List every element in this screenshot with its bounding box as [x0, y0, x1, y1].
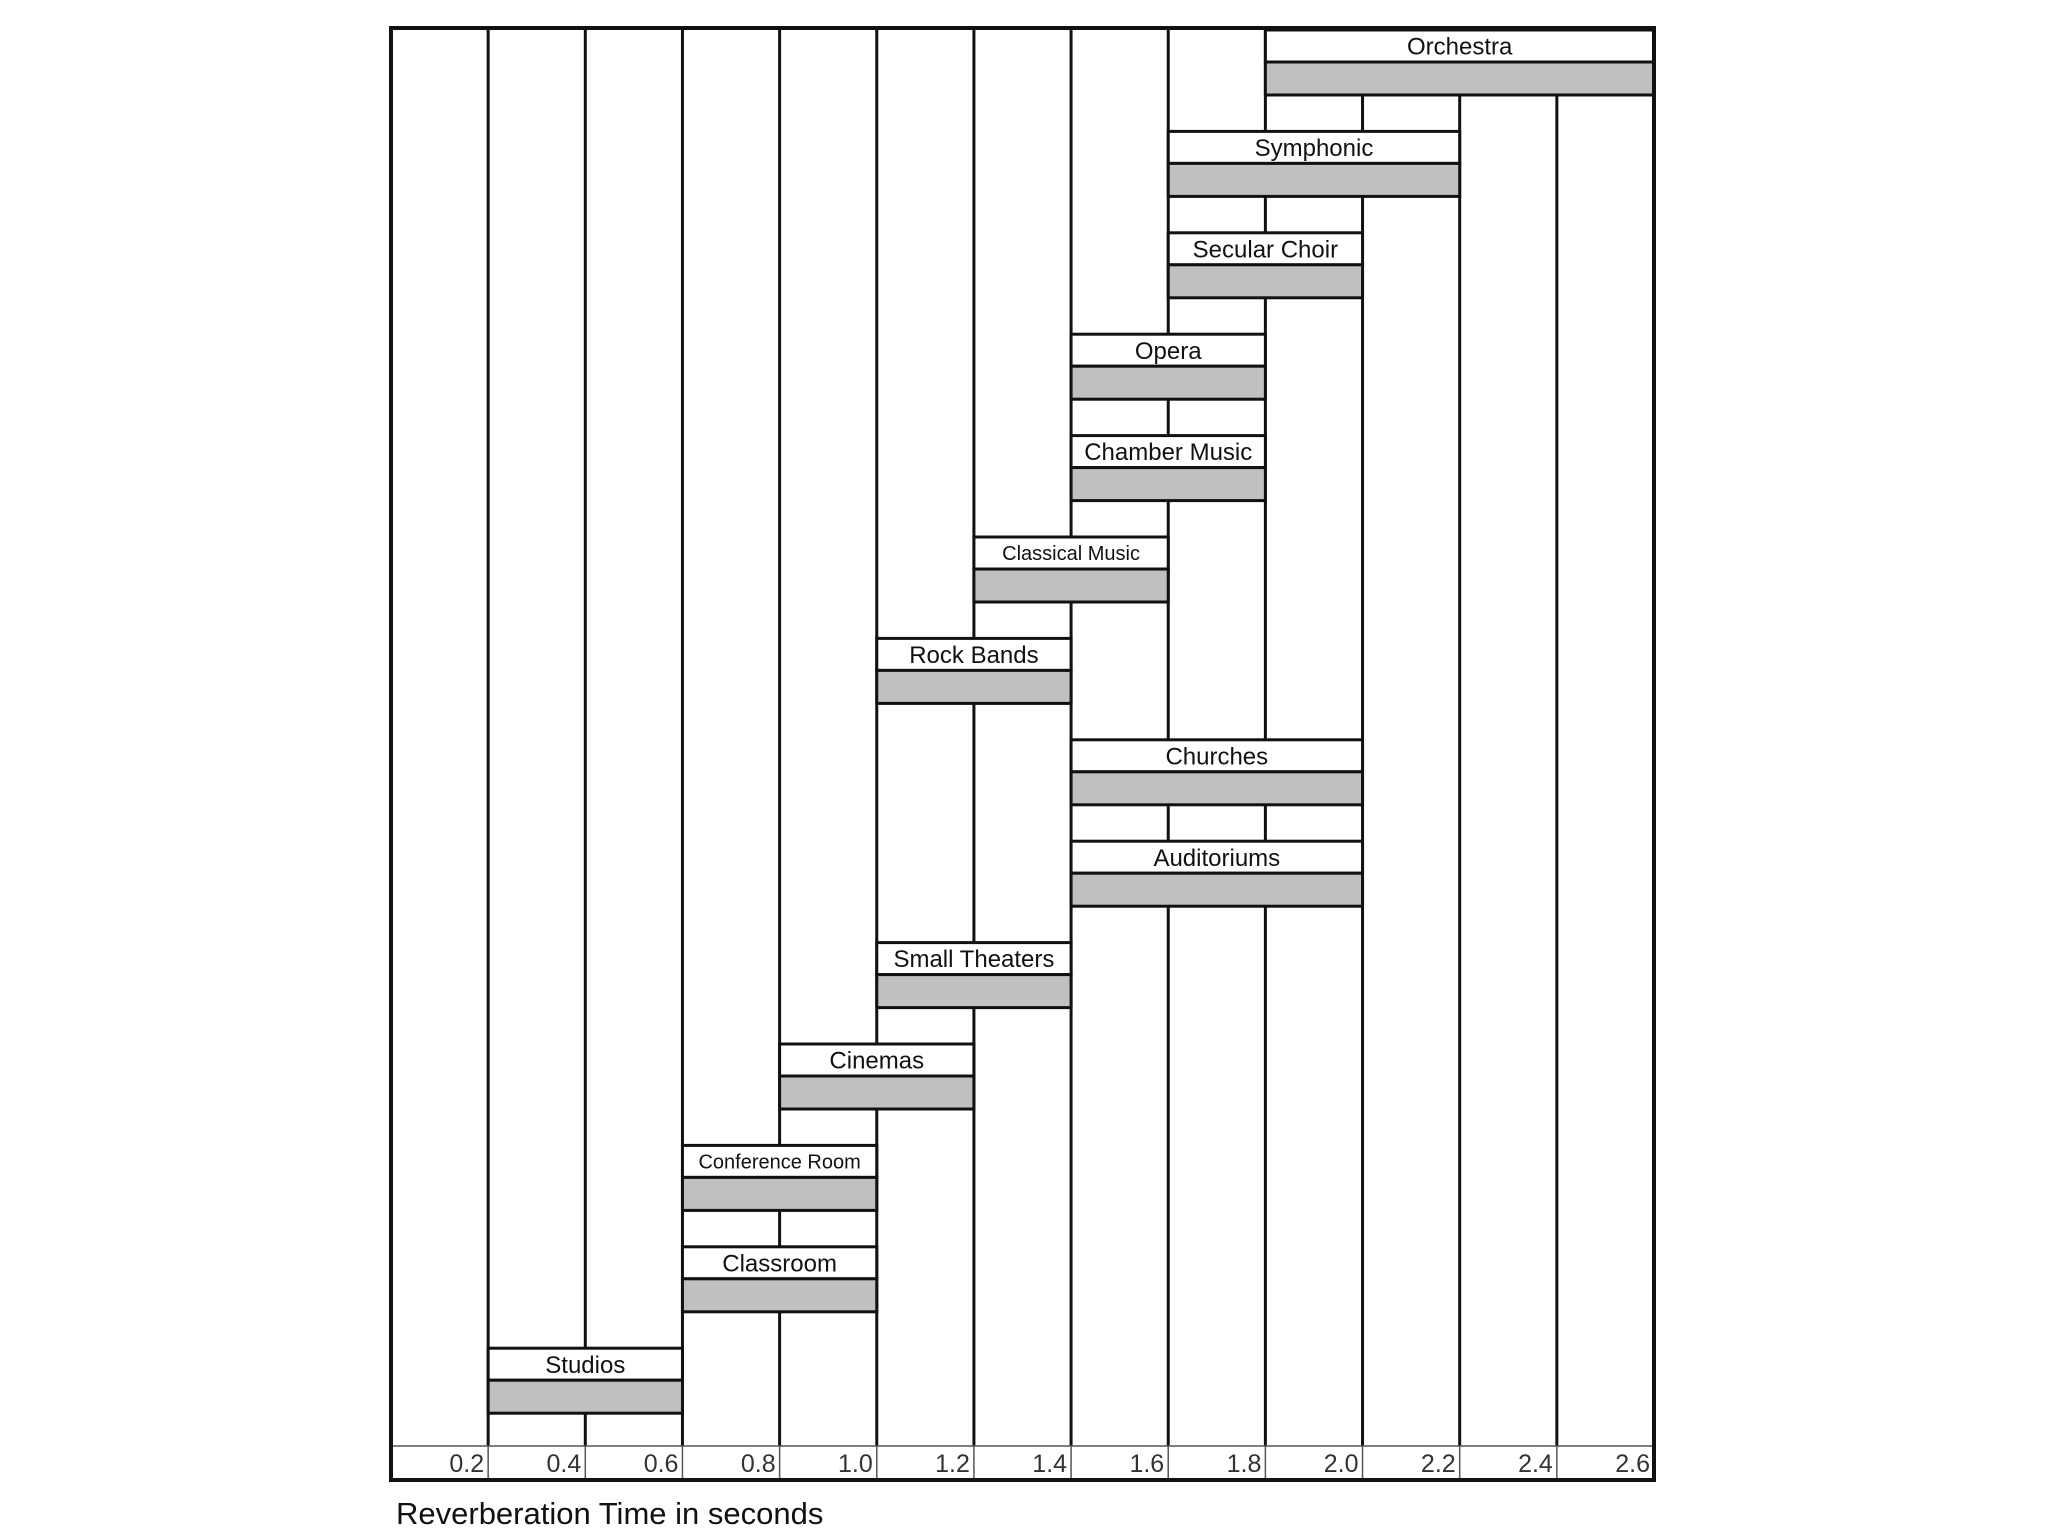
- bar-group: [1071, 436, 1265, 501]
- bar-label: Classroom: [722, 1250, 837, 1278]
- bar-label: Classical Music: [1002, 543, 1140, 566]
- x-tick-label: 2.2: [1420, 1450, 1456, 1478]
- bar-group: [780, 1044, 974, 1109]
- bar-group: [1071, 841, 1362, 906]
- bar: [877, 975, 1071, 1008]
- x-tick-label: 0.6: [643, 1450, 679, 1478]
- bar-group: [682, 1247, 876, 1312]
- x-tick-label: 2.4: [1518, 1450, 1553, 1478]
- bar: [1071, 873, 1362, 906]
- bar-group: [1168, 233, 1362, 298]
- bar-label: Studios: [545, 1351, 626, 1379]
- x-tick-label: 1.0: [838, 1450, 873, 1478]
- x-tick-label: 2.0: [1323, 1450, 1359, 1478]
- bar-label: Auditoriums: [1153, 844, 1281, 872]
- bar-label: Opera: [1134, 337, 1202, 365]
- bar-group: [488, 1348, 682, 1413]
- bar-group: [1071, 334, 1265, 399]
- x-tick-label: 1.2: [935, 1450, 970, 1478]
- bar: [1168, 265, 1362, 298]
- x-tick-label: 0.2: [449, 1450, 485, 1478]
- bar-label: Secular Choir: [1192, 236, 1339, 264]
- x-tick-label: 1.4: [1032, 1450, 1068, 1478]
- bar: [1265, 62, 1654, 95]
- bar: [682, 1279, 876, 1312]
- bar-label: Conference Room: [698, 1151, 861, 1174]
- bar-group: [1168, 131, 1459, 196]
- bar-group: [1265, 30, 1654, 95]
- bar-label: Symphonic: [1254, 135, 1374, 163]
- bar: [1071, 468, 1265, 501]
- bar: [780, 1076, 974, 1109]
- bar: [682, 1177, 876, 1210]
- x-tick-label: 0.4: [546, 1450, 582, 1478]
- bar-group: [1071, 740, 1362, 805]
- bar-group: [682, 1145, 876, 1210]
- bar-label: Churches: [1165, 743, 1269, 771]
- bar: [877, 670, 1071, 703]
- bar-group: [877, 638, 1071, 703]
- bar-group: [974, 537, 1168, 602]
- bar-label: Rock Bands: [909, 642, 1039, 670]
- bar-label: Cinemas: [829, 1047, 925, 1075]
- bar-label: Chamber Music: [1084, 439, 1253, 467]
- x-tick-label: 1.6: [1129, 1450, 1165, 1478]
- x-tick-label: 0.8: [740, 1450, 776, 1478]
- x-tick-label: 2.6: [1615, 1450, 1650, 1478]
- bar: [1071, 772, 1362, 805]
- bar: [488, 1380, 682, 1413]
- x-axis-title: Reverberation Time in seconds: [396, 1496, 824, 1531]
- bar: [1071, 366, 1265, 399]
- bar: [1168, 163, 1459, 196]
- bar: [974, 569, 1168, 602]
- plot-background: [391, 28, 1654, 1480]
- x-tick-label: 1.8: [1226, 1450, 1262, 1478]
- bar-group: [877, 943, 1071, 1008]
- bar-label: Orchestra: [1407, 33, 1513, 61]
- bar-label: Small Theaters: [893, 946, 1055, 974]
